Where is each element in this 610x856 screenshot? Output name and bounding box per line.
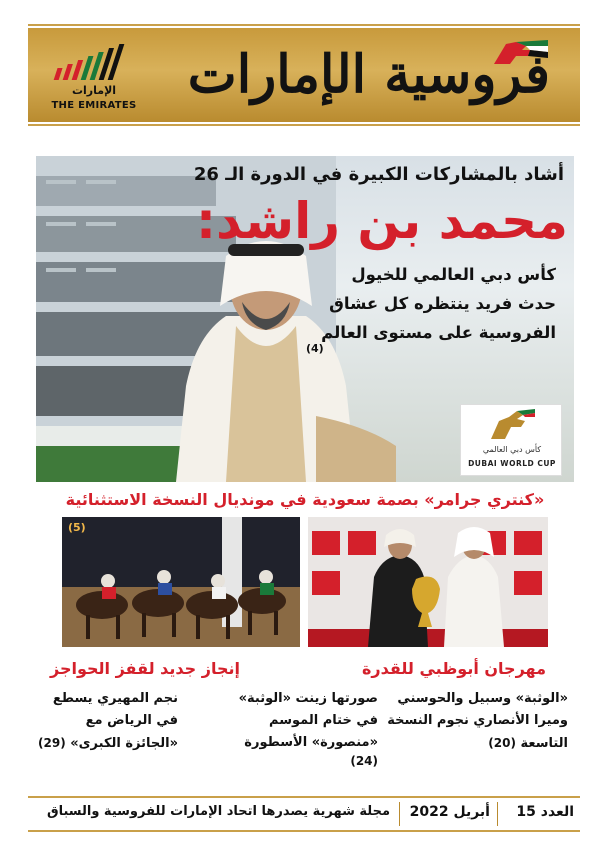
brand — [168, 34, 568, 118]
dwc-arabic: كأس دبي العالمي — [482, 445, 542, 454]
cover-line: حدث فريد ينتظره كل عشاق — [329, 294, 556, 313]
portrait-image — [116, 216, 416, 482]
issue-date: أبريل 2022 — [409, 804, 490, 820]
column-line: «الوثبة» وسبيل والحوسني — [397, 691, 568, 706]
brand-title: فروسية الإمارات — [187, 44, 550, 105]
masthead-rule — [28, 124, 580, 126]
column-page-ref: (24) — [350, 754, 378, 768]
footer-top-rule — [28, 796, 580, 798]
footer — [28, 800, 580, 828]
top-rule — [28, 24, 580, 26]
footer-bottom-rule — [28, 830, 580, 832]
secondary-headline: «كنتري جرامر» بصمة سعودية في مونديال النسخة الاستثنائية — [65, 490, 545, 509]
ceremony-photo — [308, 517, 548, 647]
race-photo — [62, 517, 300, 647]
dwc-english: DUBAI WORLD CUP — [468, 459, 556, 468]
cover-line: كأس دبي العالمي للخيول — [351, 265, 556, 284]
column-line: في ختام الموسم — [269, 713, 378, 728]
cover-name: محمد بن راشد: — [196, 192, 568, 250]
cover-line: الفروسية على مستوى العالم — [321, 323, 556, 342]
logo-english: THE EMIRATES — [51, 100, 137, 111]
column-line: في الرياض مع — [85, 713, 178, 728]
column-line — [387, 732, 568, 755]
logo-arabic: الإمارات — [71, 84, 117, 97]
column-line-text: «الجائزة الكبرى» — [70, 736, 178, 751]
column-middle-text — [239, 688, 378, 768]
issue-number: العدد 15 — [516, 804, 574, 820]
column-page-ref: (29) — [38, 736, 66, 750]
column-line: وميرا الأنصاري نجوم النسخة — [387, 713, 568, 728]
emirates-stripes-icon — [52, 42, 136, 82]
dubai-world-cup-badge — [460, 404, 562, 476]
photo-page-ref: (5) — [68, 521, 86, 534]
magazine-description: مجلة شهرية يصدرها اتحاد الإمارات للفروسية والسباق — [46, 804, 390, 819]
column-right-text — [387, 688, 568, 755]
column-line: نجم المهيري يسطع — [52, 691, 178, 706]
column-line: صورتها زينت «الوثبة» — [238, 691, 378, 706]
footer-separator — [399, 802, 400, 826]
column-right-heading: مهرجان أبوظبي للقدرة — [361, 659, 546, 678]
cover-story — [36, 156, 574, 482]
footer-separator — [497, 802, 498, 826]
column-line: «منصورة» الأسطورة — [244, 735, 378, 750]
column-left-heading: إنجاز جديد لقفز الحواجز — [50, 659, 240, 678]
horse-race-image — [62, 517, 300, 647]
dwc-horse-icon — [461, 405, 563, 445]
cover-kicker: أشاد بالمشاركات الكبيرة في الدورة الـ 26 — [193, 164, 564, 185]
column-left-text — [38, 688, 178, 755]
column-line-text: التاسعة — [520, 736, 568, 751]
column-page-ref: (20) — [488, 736, 516, 750]
cover-page-ref: (4) — [306, 342, 324, 355]
masthead — [28, 28, 580, 122]
column-line — [38, 732, 178, 755]
emirates-logo — [44, 36, 144, 118]
cover-subtitle — [296, 260, 556, 347]
trophy-ceremony-image — [308, 517, 548, 647]
